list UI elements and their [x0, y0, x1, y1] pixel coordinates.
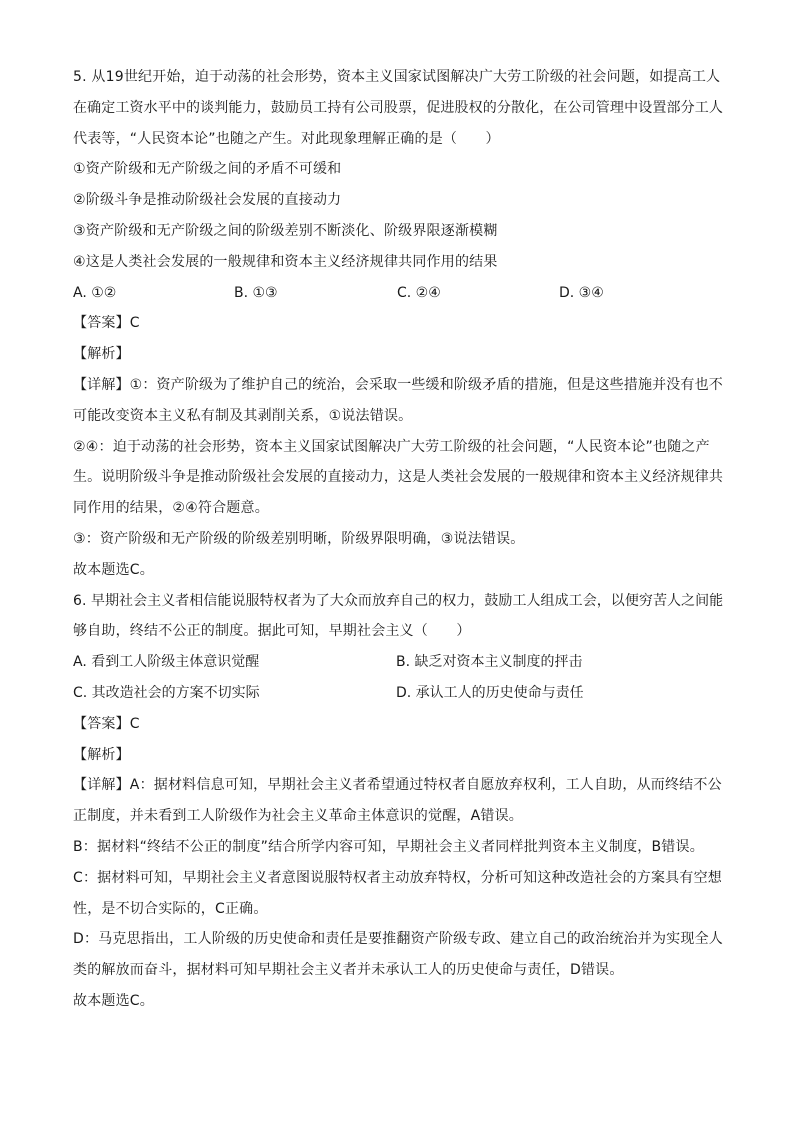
page-content	[73, 62, 723, 1017]
question-6	[73, 586, 723, 1017]
q6-explanation-line: D：马克思指出，工人阶级的历史使命和责任是要推翻资产阶级专政、建立自己的政治统治并为实现全人	[73, 931, 723, 948]
q5-option-a: A. ①②	[73, 284, 117, 301]
q5-explanation-line: 可能改变资本主义私有制及其剥削关系，①说法错误。	[73, 407, 413, 424]
q6-stem-line: 够自助，终结不公正的制度。据此可知，早期社会主义（ ）	[73, 623, 471, 640]
q5-answer: 【答案】C	[73, 315, 140, 332]
question-5	[73, 62, 723, 586]
q5-explanation-line: 生。说明阶级斗争是推动阶级社会发展的直接动力，这是人类社会发展的一般规律和资本主义经济规律共	[73, 469, 723, 486]
q5-stem-line: 5. 从19世纪开始，迫于动荡的社会形势，资本主义国家试图解决广大劳工阶级的社会问题，如提高工人	[73, 69, 721, 85]
q6-explanation-line: B：据材料“终结不公正的制度”结合所学内容可知，早期社会主义者同样批判资本主义制度，B错误。	[73, 838, 704, 855]
q6-option-a: A. 看到工人阶级主体意识觉醒	[73, 654, 260, 671]
q5-explanation-line: ③：资产阶级和无产阶级的阶级差别明晰，阶级界限明确，③说法错误。	[73, 530, 525, 547]
q5-statement-1: ①资产阶级和无产阶级之间的矛盾不可缓和	[73, 161, 342, 178]
q5-option-d: D. ③④	[559, 284, 604, 301]
q6-stem-line: 6. 早期社会主义者相信能说服特权者为了大众而放弃自己的权力，鼓励工人组成工会，以便穷苦人之间能	[73, 592, 724, 609]
q6-conclusion: 故本题选C。	[73, 992, 154, 1009]
q5-option-c: C. ②④	[397, 284, 441, 301]
q6-answer: 【答案】C	[73, 715, 140, 732]
q6-explanation-line: 【详解】A：据材料信息可知，早期社会主义者希望通过特权者自愿放弃权利，工人自助，从而终结不公	[73, 777, 722, 794]
q6-explanation-line: C：据材料可知，早期社会主义者意图说服特权者主动放弃特权，分析可知这种改造社会的方案具有空想	[73, 869, 722, 886]
q5-explanation-line: 同作用的结果，②④符合题意。	[73, 500, 269, 517]
q5-statement-3: ③资产阶级和无产阶级之间的阶级差别不断淡化、阶级界限逐渐模糊	[73, 222, 498, 239]
q5-stem-line: 代表等，“人民资本论”也随之产生。对此现象理解正确的是（ ）	[73, 130, 500, 147]
q5-explanation-line: 【详解】①：资产阶级为了维护自己的统治，会采取一些缓和阶级矛盾的措施，但是这些措施并没有也不	[73, 376, 723, 393]
q5-statement-2: ②阶级斗争是推动阶级社会发展的直接动力	[73, 192, 342, 209]
q6-option-c: C. 其改造社会的方案不切实际	[73, 684, 260, 701]
q6-explanation-line: 正制度，并未看到工人阶级作为社会主义革命主体意识的觉醒，A错误。	[73, 808, 523, 825]
q6-options-row-1	[73, 647, 723, 678]
q6-analysis-label: 【解析】	[73, 746, 130, 763]
q6-explanation-line: 类的解放而奋斗，据材料可知早期社会主义者并未承认工人的历史使命与责任，D错误。	[73, 962, 624, 979]
q5-conclusion: 故本题选C。	[73, 561, 154, 578]
q6-option-d: D. 承认工人的历史使命与责任	[396, 684, 584, 701]
q6-options-row-2	[73, 678, 723, 709]
q5-explanation-line: ②④：迫于动荡的社会形势，资本主义国家试图解决广大劳工阶级的社会问题，“人民资本论”也随之产	[73, 438, 710, 455]
q5-stem-line: 在确定工资水平中的谈判能力，鼓励员工持有公司股票，促进股权的分散化，在公司管理中设置部分工人	[73, 99, 723, 116]
q5-analysis-label: 【解析】	[73, 346, 130, 363]
q6-explanation-line: 性，是不切合实际的，C正确。	[73, 900, 268, 917]
q5-options	[73, 278, 723, 309]
q5-option-b: B. ①③	[234, 284, 278, 301]
q5-statement-4: ④这是人类社会发展的一般规律和资本主义经济规律共同作用的结果	[73, 253, 498, 270]
q6-option-b: B. 缺乏对资本主义制度的抨击	[396, 654, 583, 671]
